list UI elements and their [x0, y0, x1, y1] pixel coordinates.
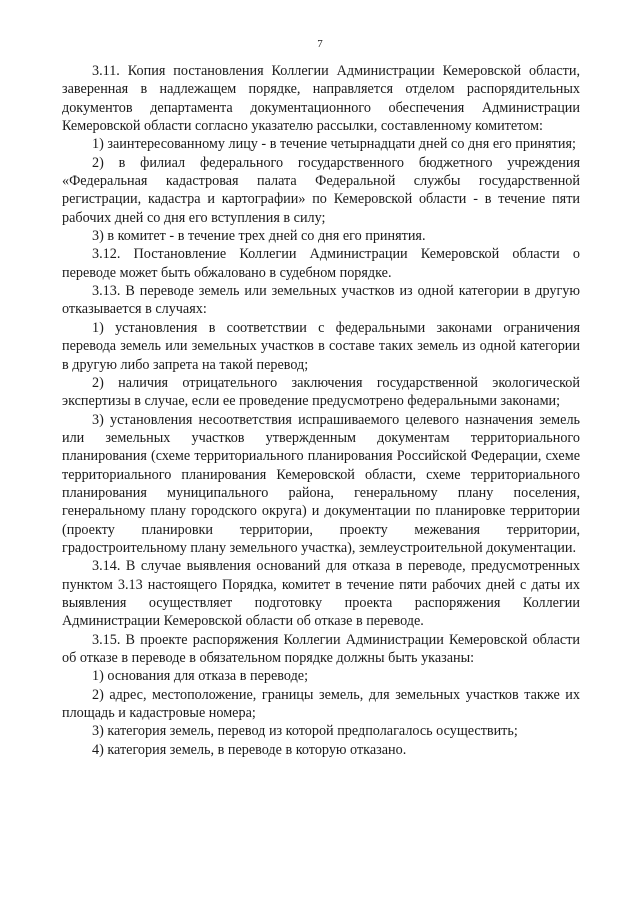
paragraph-3-11: 3.11. Копия постановления Коллегии Администрации Кемеровской области, заверенная в надлежащем порядке, направляется отделом распорядительных документов департамента документационного обеспечения Администрации Кемеровской области согласно указателю рассылки, составленному комитетом:: [62, 63, 580, 135]
paragraph-3-13-item-1: 1) установления в соответствии с федеральными законами ограничения перевода земель или земельных участков в составе таких земель из одной категории в другую либо запрета на такой перевод;: [62, 319, 580, 373]
document-body: [62, 62, 580, 759]
paragraph-3-15-item-1: 1) основания для отказа в переводе;: [92, 668, 309, 685]
paragraph-3-15-item-2: 2) адрес, местоположение, границы земель, для земельных участков также их площадь и кадастровые номера;: [62, 686, 580, 722]
paragraph-3-11-item-3: 3) в комитет - в течение трех дней со дня его принятия.: [92, 228, 426, 245]
paragraph-3-12: 3.12. Постановление Коллегии Администрации Кемеровской области о переводе может быть обжаловано в судебном порядке.: [62, 246, 580, 281]
paragraph-3-15-item-4: 4) категория земель, в переводе в которую отказано.: [92, 741, 407, 758]
paragraph-3-11-item-1: 1) заинтересованному лицу - в течение четырнадцати дней со дня его принятия;: [92, 136, 576, 153]
paragraph-3-13-item-3: 3) установления несоответствия испрашиваемого целевого назначения земель или земельных участков утвержденным документам территориального планирования (схеме территориального планирования Российской Федерации, схеме территориального планирования Кемеровской области, схеме территориального планирования муниципального района, генеральному плану поселения, генеральному плану городского округа) и документации по планировке территории (проекту планировки территории, проекту межевания территории, градостроительному плану земельного участка), землеустроительной документации.: [62, 411, 580, 556]
paragraph-3-13-item-2: 2) наличия отрицательного заключения государственной экологической экспертизы в случае, если ее проведение предусмотрено федеральными законами;: [62, 374, 580, 410]
paragraph-3-13: 3.13. В переводе земель или земельных участков из одной категории в другую отказывается в случаях:: [62, 283, 580, 318]
paragraph-3-11-item-2: 2) в филиал федерального государственного бюджетного учреждения «Федеральная кадастровая палата Федеральной службы государственной регистрации, кадастра и картографии» по Кемеровской области - в течение пяти рабочих дней со дня его вступления в силу;: [62, 154, 580, 226]
paragraph-3-15: 3.15. В проекте распоряжения Коллегии Администрации Кемеровской области об отказе в переводе в обязательном порядке должны быть указаны:: [62, 631, 580, 666]
page-number: 7: [317, 38, 323, 50]
paragraph-3-15-item-3: 3) категория земель, перевод из которой предполагалось осуществить;: [92, 723, 518, 740]
paragraph-3-14: 3.14. В случае выявления оснований для отказа в переводе, предусмотренных пунктом 3.13 настоящего Порядка, комитет в течение пяти рабочих дней с даты их выявления осуществляет подготовку проекта распоряжения Коллегии Администрации Кемеровской области об отказе в переводе.: [62, 558, 580, 630]
